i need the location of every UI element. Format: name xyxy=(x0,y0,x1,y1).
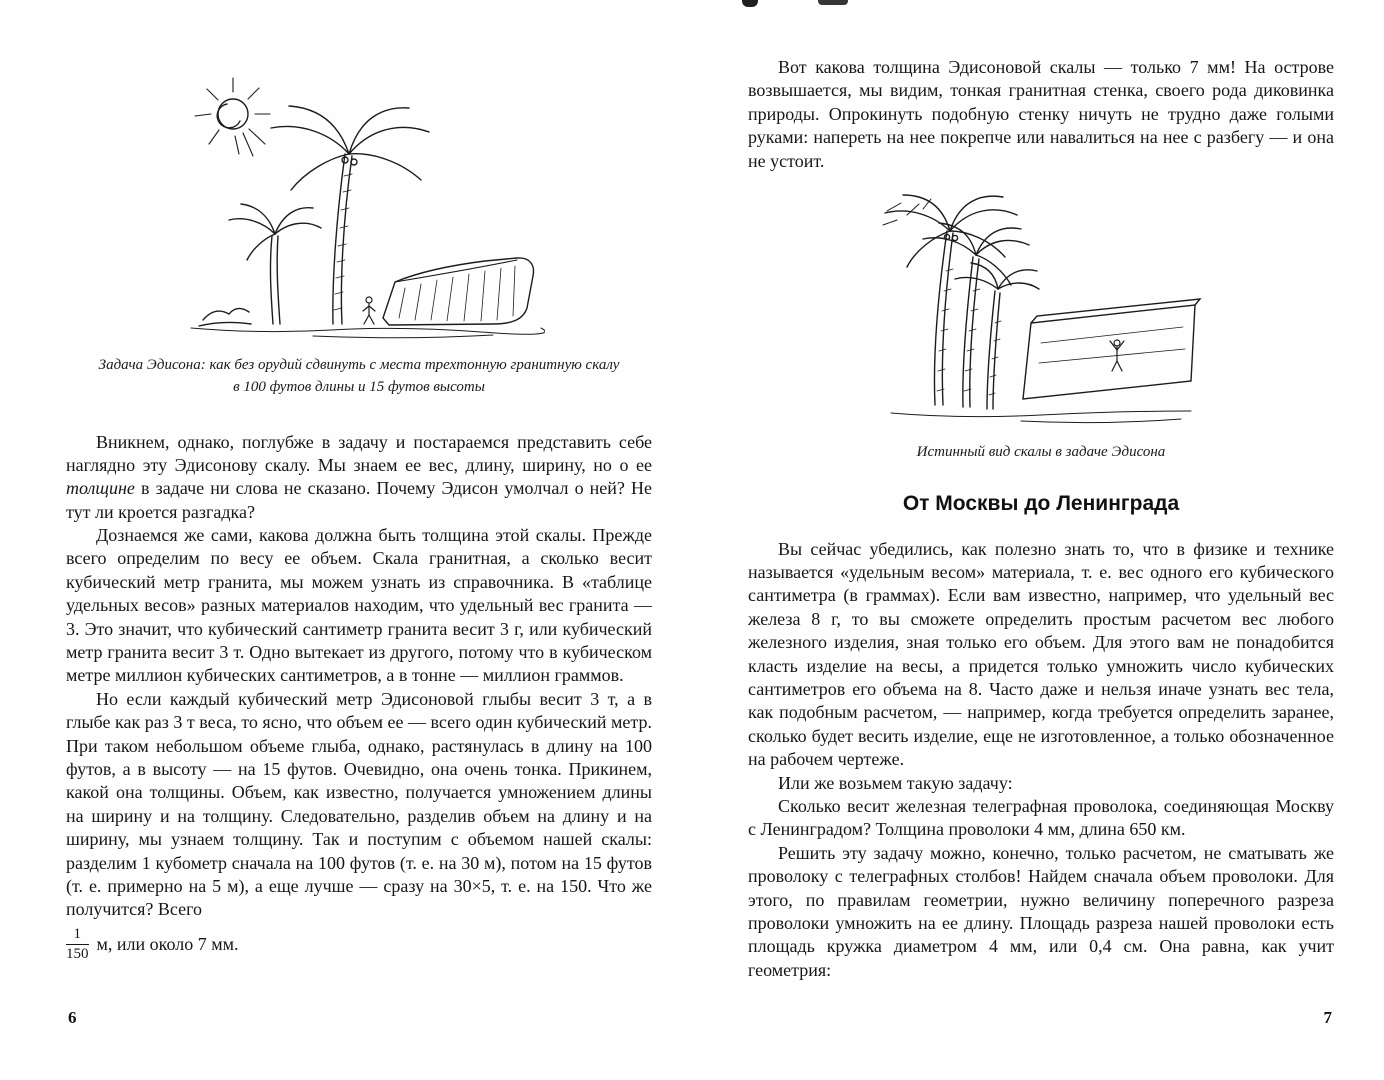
ground-lines xyxy=(891,411,1191,423)
figure-caption-right xyxy=(748,442,1334,464)
sun-icon xyxy=(195,78,270,156)
small-palm-tree xyxy=(229,204,321,324)
palm-tree-tall xyxy=(885,195,1017,405)
body-text-left xyxy=(66,431,652,964)
page-left xyxy=(66,0,652,1080)
figure-caption-left xyxy=(66,355,652,399)
fraction-after-text: м, или около 7 мм. xyxy=(96,933,239,954)
paragraph-1: Вот какова толщина Эдисоновой скалы — только 7 мм! На острове возвышается, мы видим, тонкая гранитная стенка, своего рода диковинка природы. Опрокинуть подобную стенку ничуть не трудно даже голыми руками: напереть на нее покрепче или навалиться на нее с разбегу — и она не устоит. xyxy=(748,57,1334,171)
italic-word: толщине xyxy=(66,478,135,499)
paragraph-text: Вникнем, однако, поглубже в задачу и постараемся представить себе наглядно эту Эдисонову скалу. Мы знаем ее вес, длину, ширину, но о ее xyxy=(66,431,652,475)
paragraph-2: Вы сейчас убедились, как полезно знать то, что в физике и технике называется «удельным весом» материала, т. е. вес одного его кубического сантиметра (в граммах). Если вам известно, например, что удельный вес железа 8 г, то вы сможете определить простым расчетом вес любого железного изделия, зная только его объем. Для этого вам не понадобится класть изделие на весы, а придется только умножить число кубических сантиметров его объема на 8. Часто даже и нельзя иначе узнать вес тела, как подобным расчетом, — например, когда требуется определить заранее, сколько будет весить изделие, еще не изготовленное, а только обозначенное на рабочем чертеже. xyxy=(748,538,1334,770)
granite-boulder xyxy=(383,258,533,325)
paragraph-2: Дознаемся же сами, какова должна быть толщина этой скалы. Прежде всего определим по весу ее объем. Скала гранитная, а сколько весит кубический метр гранита, мы можем узнать из справочника. В «таблице удельных весов» разных материалов находим, что удельный вес гранита — 3. Это значит, что кубический сантиметр гранита весит 3 г, или кубический метр гранита весит 3 т. Одно вытекает из другого, потому что в кубическом метре миллион кубических сантиметров, а в тонне — миллион граммов. xyxy=(66,525,652,686)
paragraph-3: Но если каждый кубический метр Эдисоновой глыбы весит 3 т, а в глыбе как раз 3 т веса, то ясно, что объем ее — всего один кубический метр. При таком небольшом объеме глыба, однако, растянулась в длину на 100 футов, а в высоту — на 15 футов. Очевидно, она очень тонка. Прикинем, какой она толщины. Объем, как известно, получается умножением длины на ширину и на толщину. Следовательно, разделив объем на длину и на ширину, мы узнаем толщину. Так и поступим с объемом нашей скалы: разделим 1 кубометр сначала на 100 футов (т. е. на 30 м), потом на 15 футов (т. е. примерно на 5 м), а еще лучше — сразу на 30×5, т. е. на 150. Что же получится? Всего xyxy=(66,688,652,920)
paragraph-1 xyxy=(66,431,652,525)
paragraph-text: в задаче ни слова не сказано. Почему Эдисон умолчал о ней? Не тут ли кроется разгадка? xyxy=(66,478,652,522)
body-text-right-top xyxy=(748,0,1334,173)
caption-line-1: Задача Эдисона: как без орудий сдвинуть с места трехтонную гранитную скалу xyxy=(98,357,620,373)
caption-line-2: в 100 футов длины и 15 футов высоты xyxy=(233,378,485,395)
body-text-right-main xyxy=(748,538,1334,982)
edison-rock-illustration xyxy=(173,70,545,347)
true-rock-illustration xyxy=(871,191,1211,434)
page-number-right: 7 xyxy=(1323,1008,1332,1027)
paragraph-4: Сколько весит железная телеграфная проволока, соединяющая Москву с Ленинградом? Толщина проволоки 4 мм, длина 650 км. xyxy=(748,796,1334,840)
palm-tree-mid xyxy=(923,223,1029,407)
fraction-numerator: 1 xyxy=(66,926,89,945)
ground-lines xyxy=(191,328,545,338)
section-heading: От Москвы до Ленинграда xyxy=(902,491,1180,515)
caption-line: Истинный вид скалы в задаче Эдисона xyxy=(916,443,1166,460)
paragraph-5: Решить эту задачу можно, конечно, только расчетом, не сматывать же проволоку с телеграфных столбов! Найдем сначала объем проволоки. Для этого, по правилам геометрии, нужно величину поперечного разреза проволоки умножить на ее длину. Площадь разреза нашей проволоки есть площадь кружка диаметром 4 мм, или 0,4 см. Она равна, как учит геометрия: xyxy=(748,842,1334,980)
thin-rock-wall xyxy=(1023,299,1200,399)
palm-tree-short xyxy=(955,263,1039,409)
fraction-denominator: 150 xyxy=(66,945,89,962)
person-figure xyxy=(1110,340,1124,371)
palm-tree xyxy=(271,106,429,324)
paragraph-3: Или же возьмем такую задачу: xyxy=(778,772,1013,793)
fraction-line xyxy=(66,926,652,964)
page-right xyxy=(748,0,1334,1080)
edison-rock-illustration-svg xyxy=(173,70,545,342)
true-rock-illustration-svg xyxy=(871,191,1211,429)
page-number-left: 6 xyxy=(68,1008,77,1027)
bushes xyxy=(199,308,251,326)
person-figure xyxy=(363,297,375,324)
fraction xyxy=(66,926,89,964)
